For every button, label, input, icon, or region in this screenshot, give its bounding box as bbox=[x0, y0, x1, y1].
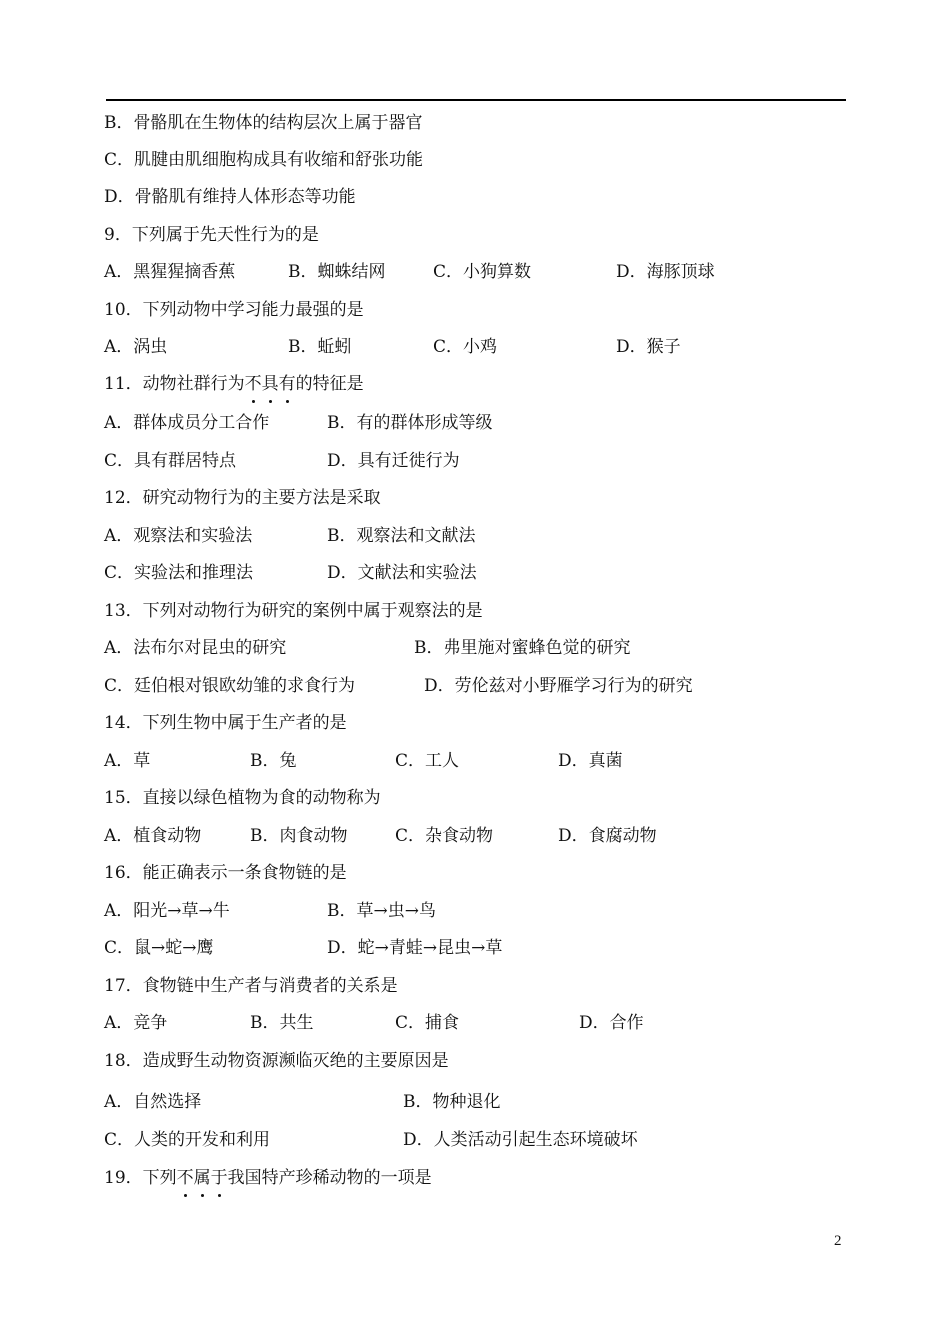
answer-option: D．合作 bbox=[579, 1013, 644, 1033]
text-line bbox=[0, 220, 950, 250]
header-rule bbox=[106, 99, 846, 101]
text-line bbox=[0, 783, 950, 813]
emphasis-dot-char: 有 bbox=[279, 369, 296, 399]
emphasized-text bbox=[177, 1168, 228, 1188]
text-line bbox=[0, 821, 950, 851]
text-segment: 13．下列对动物行为研究的案例中属于观察法的是 bbox=[104, 601, 483, 621]
question-text bbox=[104, 108, 423, 138]
emphasized-text bbox=[245, 374, 296, 394]
text-line bbox=[0, 1163, 950, 1193]
answer-option: B．物种退化 bbox=[403, 1092, 501, 1112]
answer-option: D．猴子 bbox=[616, 337, 681, 357]
text-line bbox=[0, 633, 950, 663]
emphasis-dot-char: 不 bbox=[245, 369, 262, 399]
answer-option: D．劳伦兹对小野雁学习行为的研究 bbox=[424, 676, 693, 696]
answer-option: C．鼠→蛇→鹰 bbox=[104, 938, 214, 958]
answer-option: B．弗里施对蜜蜂色觉的研究 bbox=[414, 638, 631, 658]
text-line bbox=[0, 257, 950, 287]
text-segment: 12．研究动物行为的主要方法是采取 bbox=[104, 488, 381, 508]
question-text bbox=[104, 369, 364, 399]
text-segment: C．肌腱由肌细胞构成具有收缩和舒张功能 bbox=[104, 150, 424, 170]
answer-option: C．小鸡 bbox=[433, 337, 498, 357]
answer-option: C．人类的开发和利用 bbox=[104, 1130, 271, 1150]
text-line bbox=[0, 446, 950, 476]
answer-option: B．肉食动物 bbox=[250, 826, 348, 846]
text-segment: 我国特产珍稀动物的一项是 bbox=[227, 1168, 432, 1188]
text-line bbox=[0, 671, 950, 701]
text-segment: 14．下列生物中属于生产者的是 bbox=[104, 713, 347, 733]
answer-option: B．蚯蚓 bbox=[288, 337, 352, 357]
answer-option: A．竞争 bbox=[104, 1013, 168, 1033]
text-line bbox=[0, 483, 950, 513]
emphasis-dot-char: 不 bbox=[177, 1163, 194, 1193]
answer-option: D．海豚顶球 bbox=[616, 262, 715, 282]
answer-option: D．文献法和实验法 bbox=[327, 563, 477, 583]
question-text bbox=[104, 295, 364, 325]
answer-option: A．群体成员分工合作 bbox=[104, 413, 270, 433]
answer-option: B．观察法和文献法 bbox=[327, 526, 476, 546]
answer-option: B．兔 bbox=[250, 751, 297, 771]
text-segment: B．骨骼肌在生物体的结构层次上属于器官 bbox=[104, 113, 423, 133]
text-segment: 19．下列 bbox=[104, 1168, 177, 1188]
question-text bbox=[104, 182, 356, 212]
question-text bbox=[104, 708, 347, 738]
answer-option: B．有的群体形成等级 bbox=[327, 413, 493, 433]
text-line bbox=[0, 295, 950, 325]
answer-option: D．蛇→青蛙→昆虫→草 bbox=[327, 938, 503, 958]
page-number: 2 bbox=[834, 1233, 842, 1249]
answer-option: D．真菌 bbox=[558, 751, 623, 771]
text-line bbox=[0, 145, 950, 175]
text-line bbox=[0, 108, 950, 138]
text-segment: 18．造成野生动物资源濒临灭绝的主要原因是 bbox=[104, 1051, 449, 1071]
text-segment: 15．直接以绿色植物为食的动物称为 bbox=[104, 788, 381, 808]
emphasis-dot-char: 于 bbox=[211, 1163, 228, 1193]
answer-option: A．草 bbox=[104, 751, 151, 771]
answer-option: A．法布尔对昆虫的研究 bbox=[104, 638, 287, 658]
answer-option: A．植食动物 bbox=[104, 826, 202, 846]
question-text bbox=[104, 596, 483, 626]
text-line bbox=[0, 369, 950, 399]
answer-option: A．自然选择 bbox=[104, 1092, 202, 1112]
text-line bbox=[0, 558, 950, 588]
text-line bbox=[0, 408, 950, 438]
answer-option: B．共生 bbox=[250, 1013, 314, 1033]
question-text bbox=[104, 1046, 449, 1076]
question-text bbox=[104, 1163, 432, 1193]
answer-option: B．蜘蛛结网 bbox=[288, 262, 386, 282]
text-line bbox=[0, 596, 950, 626]
answer-option: C．实验法和推理法 bbox=[104, 563, 254, 583]
text-line bbox=[0, 896, 950, 926]
answer-option: C．杂食动物 bbox=[395, 826, 494, 846]
answer-option: B．草→虫→鸟 bbox=[327, 901, 436, 921]
question-text bbox=[104, 858, 347, 888]
answer-option: C．具有群居特点 bbox=[104, 451, 237, 471]
text-segment: 9．下列属于先天性行为的是 bbox=[104, 225, 319, 245]
text-line bbox=[0, 933, 950, 963]
answer-option: A．观察法和实验法 bbox=[104, 526, 253, 546]
text-line bbox=[0, 1008, 950, 1038]
answer-option: D．人类活动引起生态环境破坏 bbox=[403, 1130, 638, 1150]
question-text bbox=[104, 971, 398, 1001]
answer-option: A．阳光→草→牛 bbox=[104, 901, 230, 921]
question-text bbox=[104, 145, 423, 175]
emphasis-dot-char: 属 bbox=[194, 1163, 211, 1193]
text-line bbox=[0, 1087, 950, 1117]
text-segment: 10．下列动物中学习能力最强的是 bbox=[104, 300, 364, 320]
answer-option: D．具有迁徙行为 bbox=[327, 451, 460, 471]
text-line bbox=[0, 332, 950, 362]
text-line bbox=[0, 182, 950, 212]
text-line bbox=[0, 708, 950, 738]
text-segment: 16．能正确表示一条食物链的是 bbox=[104, 863, 347, 883]
text-segment: 17．食物链中生产者与消费者的关系是 bbox=[104, 976, 398, 996]
answer-option: C．小狗算数 bbox=[433, 262, 532, 282]
answer-option: A．黑猩猩摘香蕉 bbox=[104, 262, 236, 282]
text-line bbox=[0, 1046, 950, 1076]
text-line bbox=[0, 521, 950, 551]
answer-option: D．食腐动物 bbox=[558, 826, 657, 846]
text-segment: 11．动物社群行为 bbox=[104, 374, 245, 394]
answer-option: C．廷伯根对银欧幼雏的求食行为 bbox=[104, 676, 356, 696]
emphasis-dot-char: 具 bbox=[262, 369, 279, 399]
answer-option: C．工人 bbox=[395, 751, 460, 771]
answer-option: C．捕食 bbox=[395, 1013, 460, 1033]
question-text bbox=[104, 220, 319, 250]
question-text bbox=[104, 483, 381, 513]
text-segment: 的特征是 bbox=[295, 374, 364, 394]
answer-option: A．涡虫 bbox=[104, 337, 168, 357]
text-line bbox=[0, 971, 950, 1001]
text-line bbox=[0, 858, 950, 888]
text-segment: D．骨骼肌有维持人体形态等功能 bbox=[104, 187, 356, 207]
text-line bbox=[0, 1125, 950, 1155]
question-text bbox=[104, 783, 381, 813]
text-line bbox=[0, 746, 950, 776]
